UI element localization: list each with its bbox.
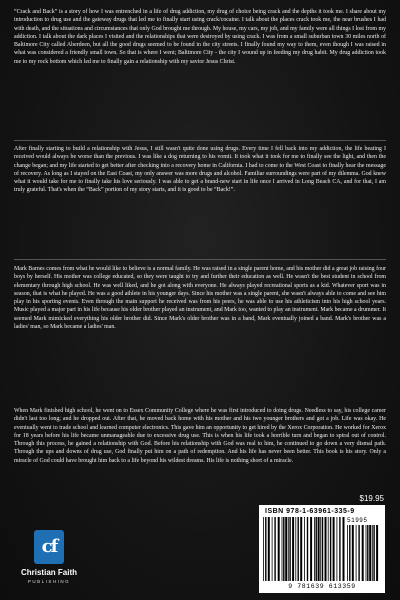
barcode-bar <box>328 517 329 581</box>
barcode-bar <box>288 517 289 581</box>
barcode-bar <box>314 517 315 581</box>
barcode-bar <box>349 525 350 581</box>
barcode-bar <box>282 517 283 581</box>
barcode-bar <box>369 525 371 581</box>
barcode-bar <box>325 517 327 581</box>
publisher-name: Christian Faith <box>20 568 77 577</box>
barcode-bar <box>310 517 312 581</box>
barcode-bar <box>343 517 345 581</box>
barcode-bar <box>356 525 357 581</box>
barcode-bar <box>292 517 294 581</box>
blurb-paragraph-1: “Crack and Back” is a story of how I was entrenched in a life of drug addiction, my drug of choice being crack and the depths it took me. I share about my introduction to drug use and the gateway drugs that led me to finally start using crack/cocaine. I talk about the places crack took me, the near brushes I had with death, and the situations and circumstances that only God brought me through. My house, my cars, my job, and my family were all things I lost from my addiction. I talk about the dark places I visited and the relationships that were destroyed by using crack. I was from a small suburban town 30 miles north of Baltimore City called Aberdeen, but all the good drugs seemed to be found in the city streets. I finally found my way to them, even though I was raised in what was considered a friendly small town. So that is where I went; Baltimore City - the city I wound up in feeding my drug habit. My drug addiction took me to my rock bottom which led me to finally gain a relationship with my savior Jesus Christ. <box>14 9 386 65</box>
barcode-bar <box>263 517 264 581</box>
barcode-bar <box>358 525 359 581</box>
barcode-bar <box>320 517 321 581</box>
barcode-bar <box>298 517 299 581</box>
author-bio-paragraph-1: Mark Barnes comes from what he would like to believe is a normal family. He was raised in a single parent home, and his mother did a great job raising four boys by herself. His mother was college educated, so they were taught to try and further their education as well. He wasn't the best student in school from elementary through high school. He was well liked, and he got along with everyone. He always played recreational sports as a kid. Whatever sport was in season, that is what he played. He was a good athlete in his younger days. Since his mother was a single parent, she wasn't always able to come and see him play in his sporting events. Even through the main support he received was from his peers, he was able to use his athleticism into his high school years. Music played a major part in his life because his older brother played an instrument, and Mark too, wanted to play an instrument. Mark became a drummer. It seemed Mark mimicked everything his older brother did. Since Mark's older brother was in a band, Mark eventually joined a band. Mark's brother was a ladies' man, so Mark became a ladies' man. <box>14 266 386 331</box>
barcode-bar <box>352 525 354 581</box>
ean-barcode <box>263 517 345 581</box>
publisher-mark-icon <box>34 530 64 564</box>
barcode-bar <box>376 525 378 581</box>
barcode-bar <box>274 517 275 581</box>
author-bio-paragraph-2: When Mark finished high school, he went on to Essex Community College where he was first introduced to doing drugs. Needless to say, his college career didn't last too long; and he dropped out. After that, he moved back home with his mother and his two younger brothers and got a job. Life was okay. He eventually went to trade school and learned computer electronics. This gave him an opportunity to get hired by the Xerox Corporation. He worked for Xerox for 18 years before his life became unmanageable due to excessive drug use. This is when his life took a horrible turn and began to spiral out of control. Through this process, he gained a relationship with God. Before his relationship with God was real to him, he continued to go down a very dismal path. Through the ups and downs of drug use, God finally put him on a path of redemption. And his life has never been better. This book is his story. Only a miracle of God could have brought him back to a life beyond his wildest dreams. His life is nothing short of a miracle. <box>14 408 386 464</box>
publisher-mark-text: cf <box>41 536 57 557</box>
barcode-bar <box>373 525 374 581</box>
barcode-bar <box>268 517 270 581</box>
barcode-bar <box>367 525 368 581</box>
isbn-text: ISBN 978-1-63961-335-9 <box>265 508 355 515</box>
divider <box>14 259 386 260</box>
barcode-bar <box>322 517 323 581</box>
barcode-block <box>259 505 385 593</box>
barcode-bar <box>318 517 320 581</box>
barcode-bar <box>304 517 305 581</box>
divider <box>14 140 386 141</box>
barcode-bar <box>333 517 335 581</box>
barcode-bar <box>285 517 287 581</box>
addon-barcode <box>347 525 379 581</box>
barcode-bar <box>283 517 284 581</box>
barcode-bar <box>307 517 308 581</box>
barcode-bar <box>339 517 340 581</box>
barcode-bar <box>295 517 296 581</box>
barcode-bar <box>362 525 364 581</box>
publisher-sub: PUBLISHING <box>27 579 71 584</box>
barcode-digits: 9 781639 613359 <box>288 583 356 590</box>
barcode-bar <box>372 525 373 581</box>
barcode-bar <box>265 517 266 581</box>
barcode-bar <box>289 517 290 581</box>
barcode-bar <box>278 517 280 581</box>
barcode-bar <box>330 517 331 581</box>
barcode-addon-digits: 51995 <box>347 517 368 524</box>
barcode-bar <box>316 517 317 581</box>
barcode-bar <box>337 517 338 581</box>
barcode-bar <box>272 517 273 581</box>
barcode-bar <box>366 525 367 581</box>
barcode-bar <box>347 525 348 581</box>
barcode-bar <box>300 517 302 581</box>
publisher-logo <box>14 528 84 596</box>
blurb-paragraph-2: After finally starting to build a relationship with Jesus, I still wasn't quite done using drugs. Every time I fell back into my addiction, the life beating I received would always be worse than the previous. I was like a dog returning to his vomit. It took what it took for me to finally see the light, and then the change began; and my life started to get better after checking into a recovery home in California. I had to come to the West Coast to finally hear the message of recovery. As long as I stayed on the East Coast, my only answer was more drugs and alcohol. Familiar surroundings were part of my dilemma. God knew what it would take for me to finally take his love seriously. I was able to get a brand-new start in life once I arrived in Long Beach CA, and for that, I am truly grateful. That's when the “Back” portion of my story starts, and it is good to be “Back!”. <box>14 146 386 194</box>
price-label: $19.95 <box>359 494 384 503</box>
